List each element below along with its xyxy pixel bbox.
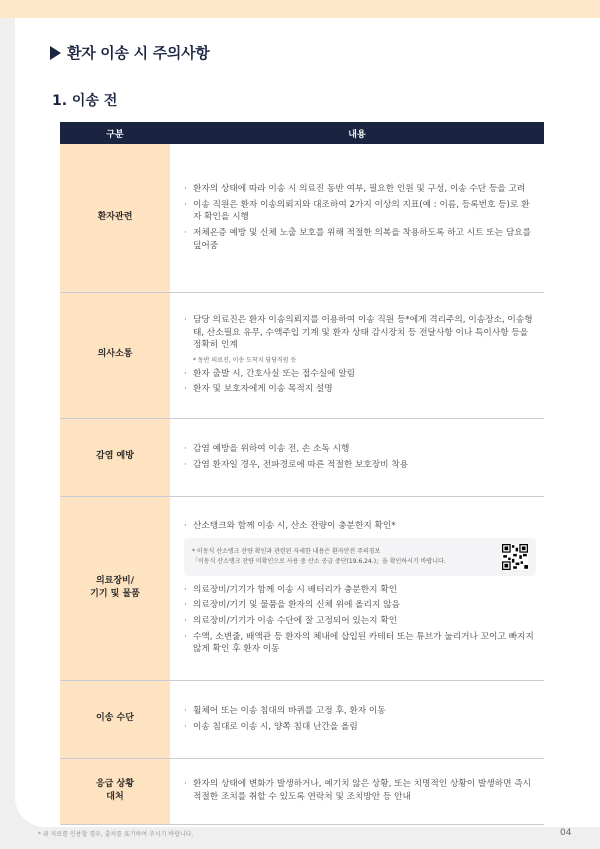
category-cell: 이송 수단: [60, 680, 170, 758]
category-cell: [60, 496, 170, 680]
list-item: · 수액, 소변줄, 배액관 등 환자의 체내에 삽입된 카테터 또는 튜브가 눌리거나 꼬이고 빠지지 않게 확인 후 환자 이동: [184, 631, 536, 656]
list-item: · 의료장비/기기 및 물품을 환자의 신체 위에 올리지 않음: [184, 599, 536, 612]
table-row: [60, 144, 544, 292]
section-title: [50, 42, 209, 63]
precautions-table: [60, 122, 544, 825]
triangle-right-icon: [50, 46, 61, 60]
list-item: · 이송 침대로 이송 시, 양쪽 침대 난간을 올림: [184, 721, 536, 734]
list-item: · 의료장비/기기가 이송 수단에 잘 고정되어 있는지 확인: [184, 615, 536, 628]
list-item: · 의료장비/기기가 함께 이송 시 배터리가 충분한지 확인: [184, 584, 536, 597]
list-item: · 환자의 상태에 따라 이송 시 의료진 동반 여부, 필요한 인원 및 구성, 이송 수단 등을 고려: [184, 183, 536, 196]
bullet-list: [184, 520, 536, 533]
category-cell: 감염 예방: [60, 418, 170, 496]
citation-note: * 위 자료를 인용할 경우, 출처를 표기하여 주시기 바랍니다.: [38, 831, 194, 838]
header-content: 내용: [170, 122, 544, 144]
list-item: · 감염 환자일 경우, 전파경로에 따른 적절한 보호장비 착용: [184, 459, 536, 472]
list-item: · 이송 직원은 환자 이송의뢰지와 대조하여 2가지 이상의 지표(예 : 이름, 등록번호 등)로 환자 확인을 시행: [184, 199, 536, 224]
bullet-list: [184, 443, 536, 471]
bullet-list: [184, 705, 536, 733]
category-cell: 환자관련: [60, 144, 170, 292]
note-line: * 이동식 산소탱크 잔량 확인과 관련된 자세한 내용은 환자안전 주의경보: [192, 548, 381, 556]
content-cell: [170, 496, 544, 680]
category-cell: 의사소통: [60, 292, 170, 418]
oxygen-alert-note: [184, 538, 536, 576]
content-cell: [170, 758, 544, 824]
bullet-list: [184, 584, 536, 656]
bullet-list: [184, 314, 536, 352]
note-line: 「이동식 산소탱크 잔량 미확인으로 사용 중 산소 공급 중단(19.6.24.)」을 확인하시기 바랍니다.: [192, 557, 446, 565]
list-item: · 감염 예방을 위하여 이송 전, 손 소독 시행: [184, 443, 536, 456]
page-number: 04: [560, 828, 572, 838]
list-item: · 휠체어 또는 이송 침대의 바퀴를 고정 후, 환자 이동: [184, 705, 536, 718]
subsection-title: 1. 이송 전: [52, 93, 118, 109]
category-cell: [60, 758, 170, 824]
table-row: [60, 496, 544, 680]
table-row: [60, 680, 544, 758]
section-title-text: 환자 이송 시 주의사항: [67, 44, 210, 62]
note-text: [192, 547, 446, 566]
category-line: 대처: [106, 792, 124, 802]
table-header-row: [60, 122, 544, 144]
list-item: · 환자 및 보호자에게 이송 목적지 설명: [184, 383, 536, 396]
list-item: · 저체온증 예방 및 신체 노출 보호를 위해 적절한 의복을 착용하도록 하고 시트 또는 담요를 덮어줌: [184, 227, 536, 252]
bullet-list: [184, 368, 536, 396]
table-row: [60, 758, 544, 824]
bullet-list: [184, 183, 536, 252]
category-line: 응급 상황: [96, 778, 134, 789]
bullet-list: [184, 778, 536, 803]
content-cell: [170, 144, 544, 292]
header-category: 구분: [60, 122, 170, 144]
list-item: · 산소탱크와 함께 이송 시, 산소 잔량이 충분한지 확인*: [184, 520, 536, 533]
category-line: 기기 및 물품: [90, 589, 140, 599]
footnote: * 동반 의료진, 이송 도착지 담당직원 등: [193, 356, 297, 364]
table-row: [60, 418, 544, 496]
content-cell: [170, 292, 544, 418]
table-row: [60, 292, 544, 418]
content-cell: [170, 680, 544, 758]
category-line: 의료장비/: [95, 575, 135, 586]
list-item: · 환자의 상태에 변화가 발생하거나, 예기치 않은 상황, 또는 치명적인 상황이 발생하면 즉시 적절한 조치를 취할 수 있도록 연락처 및 조치방안 등 안내: [184, 778, 536, 803]
list-item: · 환자 출발 시, 간호사실 또는 접수실에 알림: [184, 368, 536, 381]
top-band: [0, 0, 600, 18]
qr-code-icon[interactable]: [502, 544, 528, 570]
list-item: · 담당 의료진은 환자 이송의뢰지를 이용하여 이송 직원 등*에게 격리주의, 이송장소, 이송형태, 산소필요 유무, 수액주입 기계 및 환자 상태 감시장치 등 전달사항 이나 특이사항 등을 정확히 인계: [184, 314, 536, 352]
content-cell: [170, 418, 544, 496]
